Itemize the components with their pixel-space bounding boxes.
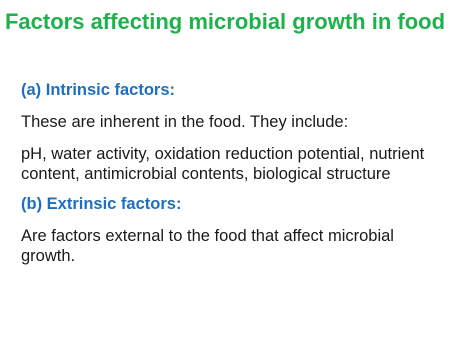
extrinsic-factors-description: Are factors external to the food that affect microbial growth.: [21, 227, 394, 265]
slide-title: Factors affecting microbial growth in food: [4, 9, 446, 34]
extrinsic-factors-heading: (b) Extrinsic factors:: [21, 195, 182, 213]
slide-body: [21, 80, 441, 278]
intrinsic-factors-list: pH, water activity, oxidation reduction potential, nutrient content, antimicrobial contents, biological structure: [21, 145, 425, 183]
intrinsic-factors-intro: These are inherent in the food. They include:: [21, 113, 349, 131]
intrinsic-factors-heading: (a) Intrinsic factors:: [21, 81, 176, 99]
